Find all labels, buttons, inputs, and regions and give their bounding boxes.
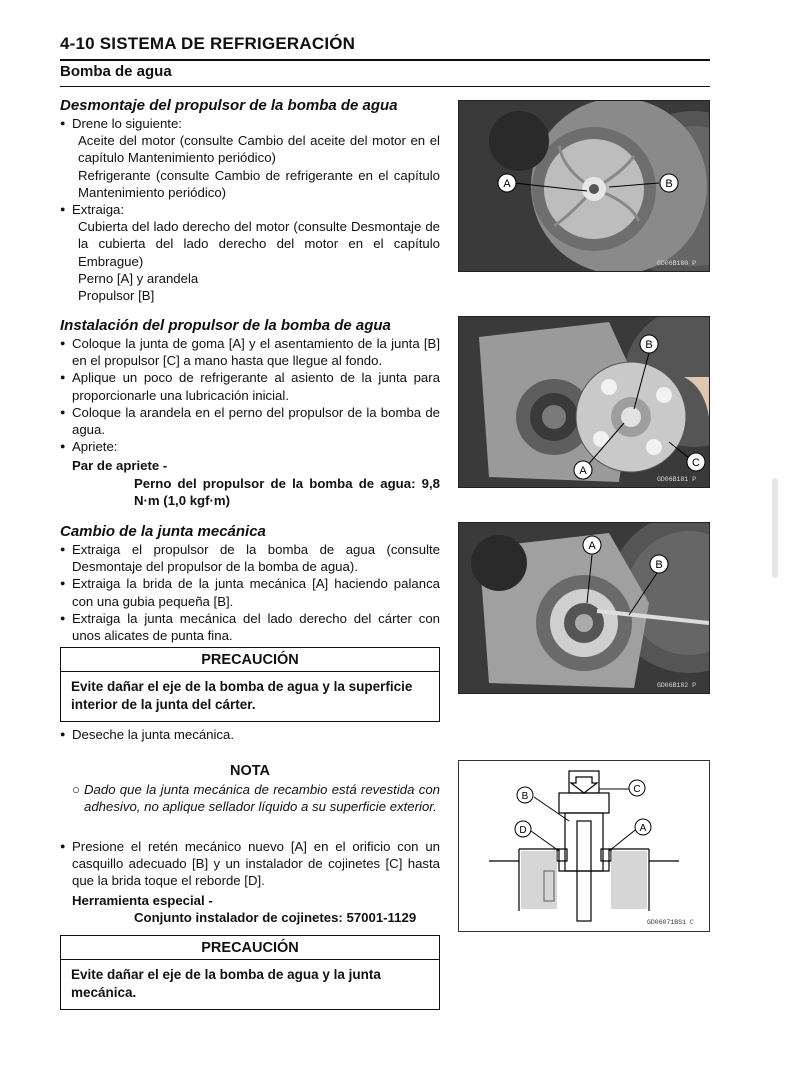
caution-box-2 [60,935,440,1010]
figure-impeller-install [458,316,710,488]
figure-code: GD06B181 P [657,476,697,483]
callout-label: A [579,465,587,477]
callout-label: B [521,791,529,802]
list-item: Aceite del motor (consulte Cambio del aceite del motor en el capítulo Mantenimiento periódico) [78,133,440,166]
callout-label: A [639,823,647,834]
note-body: Dado que la junta mecánica de recambio está revestida con adhesivo, no aplique sellador líquido a su superficie exterior. [84,782,440,815]
caution-text: Evite dañar el eje de la bomba de agua y la junta mecánica. [71,967,381,1000]
bullet: ● Presione el retén mecánico nuevo [A] en el orificio con un casquillo adecuado [B] y un instalador de cojinetes [C] hasta que la brida toque el reborde [D]. [60,838,440,890]
torque-label: Par de apriete - [72,458,168,474]
callout-label: C [692,457,700,469]
figure-code: GD06B180 P [657,260,697,267]
callout-label: B [645,339,653,351]
callout-label: A [503,178,511,190]
discard-line [60,726,440,743]
circle-bullet-icon: ○ [72,782,80,797]
bullet: ● Extraiga: [60,201,440,218]
subtitle-rule [60,86,710,87]
tool-label: Herramienta especial - [72,892,213,908]
note-block [60,762,440,815]
list-item: Cubierta del lado derecho del motor (consulte Desmontaje de la cubierta del lado derecho del motor en el capítulo Embrague) [78,219,440,269]
figure-code: GD06071BS1 C [647,919,694,926]
section-title: Instalación del propulsor de la bomba de agua [60,317,391,334]
note-text [60,781,440,815]
bullet: ● Apriete: [60,438,440,455]
section-subtitle: Bomba de agua [60,63,172,80]
figure-impeller-removal [458,100,710,272]
caution-title: PRECAUCIÓN [61,936,439,960]
bullet: ● Extraiga la junta mecánica del lado derecho del cárter con unos alicates de punta fina. [60,610,440,644]
callout-label: D [519,825,527,836]
list-item: Propulsor [B] [78,288,155,304]
callout-label: A [588,540,596,552]
callout-label: C [633,784,641,795]
figure-seal-removal [458,522,710,694]
section-seal [60,522,440,644]
section-title: Desmontaje del propulsor de la bomba de agua [60,97,398,114]
bullet: ● Extraiga el propulsor de la bomba de agua (consulte Desmontaje del propulsor de la bomba de agua). [60,541,440,575]
caution-text: Evite dañar el eje de la bomba de agua y la superficie interior de la junta del cárter. [71,679,413,712]
section-removal [60,96,440,304]
bullet: ● Aplique un poco de refrigerante al asiento de la junta para proporcionarle una lubricación inicial. [60,369,440,403]
callout-label: B [665,178,673,190]
list-item: Refrigerante (consulte Cambio de refrigerante en el capítulo Mantenimiento periódico) [78,167,440,200]
figure-code: GD06B182 P [657,682,697,689]
bullet: ● Drene lo siguiente: [60,115,440,132]
note-title: NOTA [229,763,270,779]
header-rule [60,59,710,61]
caution-title: PRECAUCIÓN [61,648,439,672]
bullet: ● Coloque la junta de goma [A] y el asentamiento de la junta [B] en el propulsor [C] a mano hasta que llegue al fondo. [60,335,440,369]
tool-value: Conjunto instalador de cojinetes: 57001-1129 [134,909,417,925]
section-title: Cambio de la junta mecánica [60,523,266,540]
section-install [60,316,440,509]
scrollbar[interactable] [772,478,778,578]
figure-seal-install-diagram [458,760,710,932]
bullet: ● Deseche la junta mecánica. [60,726,440,743]
torque-value: Perno del propulsor de la bomba de agua: 9,8 N·m (1,0 kgf·m) [134,475,440,508]
bullet: ● Extraiga la brida de la junta mecánica [A] haciendo palanca con una gubia pequeña [B]. [60,575,440,609]
list-item: Perno [A] y arandela [78,270,199,286]
page-header: 4-10 SISTEMA DE REFRIGERACIÓN [60,34,356,53]
bullet: ● Coloque la arandela en el perno del propulsor de la bomba de agua. [60,404,440,438]
press-block [60,838,440,926]
callout-label: B [655,559,663,571]
caution-box [60,647,440,722]
